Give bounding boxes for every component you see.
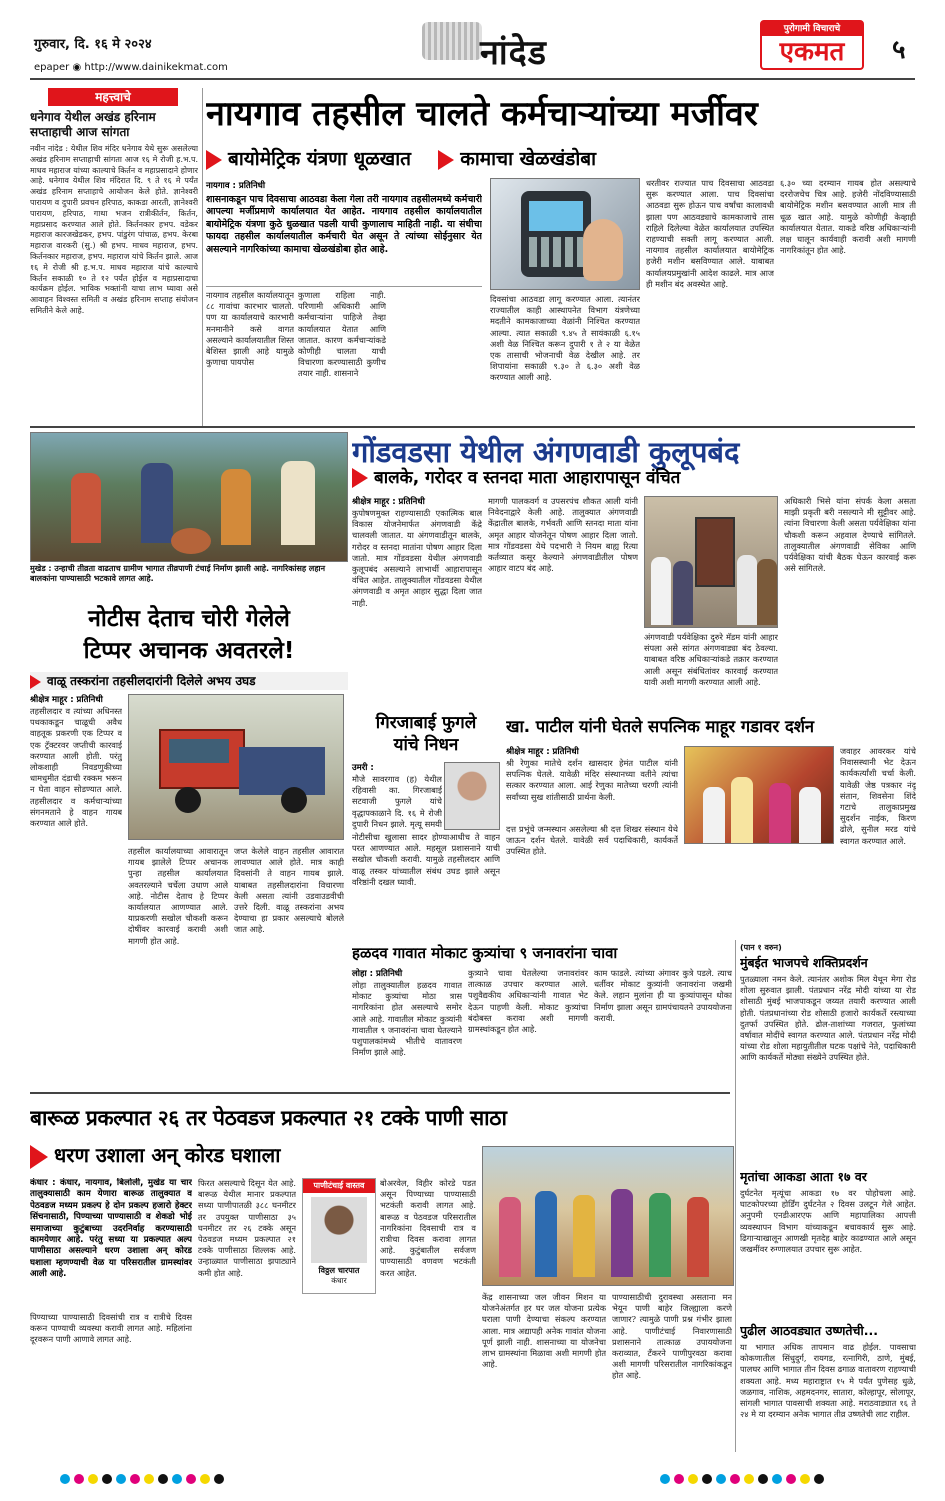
- arrow-icon: [352, 468, 368, 488]
- registration-dot: [744, 1474, 754, 1484]
- brief-body: नवीन नांदेड : येथील शिव मंदिर धनेगाव येथे सुरू असलेल्या अखंड हरिनाम सप्ताहाची सांगता आज १६ मे रोजी ह.भ.प. माधव महाराज यांच्या काल्याचे किर्तन व महाप्रसादाने होणार आहे. धनेगाव येथील शिव मंदिरात दि. ९ ते १६ मे पर्यंत अखंड हरिनाम सप्ताहाचे आयोजन केले होते. ज्ञानेश्वरी पारायण व दुपारी प्रवचन हरिपाठ, काकडा आरती, ज्ञानेश्वरी पारायण, हरिपाठ, गाथा भजन रात्रीकीर्तन, किर्तन, महाप्रसाद करण्यात आले होते. किर्तनकार हभप. वडेकर महाराज कारजखेडकर, हभप. पांडुरंग पांचाळ, हभप. केरबा महाराज वारकरी (सु.) श्री हभप. माधव महाराज, हभप. किर्तनकार महाराज, हभप. महाराज यांचे किर्तन झाले. आज १६ मे रोजी श्री ह.भ.प. माधव महाराज यांचे काल्याचे किर्तन सकाळी १० ते १२ पर्यंत होईल व महाप्रसादाचा कार्यक्रम होईल. भाविक भक्तांनी याचा लाभ घ्यावा असे आवाहन विश्वस्त समिती व अखंड हरिनाम सप्ताह संयोजन समितीने केले आहे.: [30, 144, 198, 315]
- registration-dot: [758, 1474, 768, 1484]
- registration-dot: [186, 1474, 196, 1484]
- obituary-portrait: [444, 762, 500, 830]
- dam-sub: धरण उशाला अन् कोरड घशाला: [54, 1143, 281, 1167]
- naigaon-subheads: [206, 146, 596, 172]
- tipper-col2: तहसील कार्यालयाच्या आवारातून गायब झालेले टिप्पर अचानक पुन्हा तहसील कार्यालयात अवतरल्याने चर्चेला उधाण आले आहे. नोटीस देताच हे टिप्पर कार्यालयात आणण्यात आले. याप्रकरणी सखोल चौकशी करून दोषींवर कारवाई करावी अशी मागणी होत आहे.: [128, 846, 228, 946]
- tipper-col3: जप्त केलेले वाहन तहसील आवारात लावण्यात आले होते. मात्र काही दिवसांनी ते वाहन गायब झाले. याबाबत तहसीलदारांना विचारणा केली असता त्यांनी उडवाउडवीची उत्तरे दिली. वाळू तस्करांना अभय देण्याचा हा प्रकार असल्याचे बोलले जात आहे.: [234, 846, 344, 935]
- naigaon-col5: ६.३० च्या दरम्यान गायब होत असल्याचे दररोजचेच चित्र आहे. हजेरी नोंदविण्यासाठी बायोमेट्रिक मशीन बसवण्यात आली मात्र ती धूळ खात आहे. यामुळे कोणीही केव्हाही कार्यालयात येतात. याकडे वरिष्ठ अधिकाऱ्यांनी लक्ष घालून कार्यवाही करावी अशी मागणी नागरिकांतून होत आहे.: [780, 178, 916, 256]
- naigaon-headline: नायगाव तहसील चालते कर्मचाऱ्यांच्या मर्जीवर: [206, 94, 758, 134]
- dogs-col1: लोहा तालुक्यातील हळदव गावात मोकाट कुत्र्यांचा मोठा त्रास नागरिकांना होत असल्याचे समोर आले आहे. गावातील मोकाट कुत्र्यांनी गावातील ९ जनावरांना चावा घेतल्याने पशुपालकांमध्ये भीतीचे वातावरण निर्माण झाले आहे.: [352, 980, 462, 1058]
- heat-body: दुर्घटनेत मृत्यूंचा आकडा १७ वर पोहोचला आहे. घाटकोपरच्या होर्डिंग दुर्घटनेत २ दिवस उलटून गेले आहेत. अनुपमी एनडीआरएफ आणि महापालिका आपत्ती व्यवस्थापन विभाग यांच्याकडून बचावकार्य सुरू आहे. ढिगाऱ्याखालून आणखी मृतदेह बाहेर काढण्यात आले असून जखमींवर रुग्णालयात उपचार सुरू आहेत.: [740, 1188, 916, 1255]
- obituary-headline-1: गिरजाबाई फुगले: [375, 713, 477, 733]
- anganwadi-headline: गोंडवडसा येथील अंगणवाडी कुलूपबंद: [352, 435, 740, 469]
- water-queue-photo: [482, 1146, 734, 1286]
- mahur-darshan-photo: [684, 746, 834, 844]
- biometric-machine-photo: [490, 178, 640, 290]
- divider: [735, 940, 736, 1452]
- epaper-url[interactable]: http://www.dainikekmat.com: [84, 62, 228, 73]
- tipper-sub: वाळू तस्करांना तहसीलदारांनी दिलेले अभय उघड: [47, 674, 256, 688]
- brief-title: धनेगाव येथील अखंड हरिनाम सप्ताहाची आज सांगता: [30, 110, 156, 139]
- naigaon-sub1: बायोमेट्रिक यंत्रणा धूळखात: [228, 148, 411, 170]
- arrow-icon: [30, 675, 41, 689]
- registration-dot: [158, 1474, 168, 1484]
- mahur-byline: श्रीक्षेत्र माहूर : प्रतिनिधी: [506, 747, 579, 757]
- anganwadi-byline: श्रीक्षेत्र माहूर : प्रतिनिधी: [352, 497, 425, 507]
- registration-marks: [660, 1474, 824, 1484]
- water-scarcity-photo: [30, 432, 348, 562]
- mahur-col3: जवाहर आवरकर यांचे निवासस्थानी भेट देऊन कार्यकर्त्यांशी चर्चा केली. यावेळी जेष्ठ पत्रकार नंदू संतान, शिवसेना शिंदे गटाचे तालुकाप्रमुख सुदर्शन नाईक, किरण ढोले, सुनील मरड यांचे स्वागत करण्यात आले.: [840, 746, 916, 846]
- epaper-row: [34, 62, 228, 73]
- dogs-headline: हळदव गावात मोकाट कुत्र्यांचा ९ जनावरांना चावा: [352, 944, 618, 962]
- brand-name: एकमत: [779, 37, 845, 67]
- dogs-byline: लोहा : प्रतिनिधी: [352, 969, 403, 979]
- dam-col5: पाण्यासाठीची दुरावस्था असताना मन भेयून पाणी बाहेर जिल्ह्याला करणे जाणार? त्यामुळे पाणी प्रश्न गंभीर झाला आहे. पाणीटंचाई निवारणासाठी प्रशासनाने तात्काळ उपाययोजना कराव्यात, टँकरने पाणीपुरवठा करावा अशी मागणी परिसरातील नागरिकांकडून होत आहे.: [612, 1292, 732, 1381]
- rain-body: या भागात अधिक तापमान वाढ होईल. पावसाचा कोकणातील सिंधुदुर्ग, रायगड, रत्नागिरी, ठाणे, मुंबई, पालघर आणि भागात तीन दिवस ढगाळ वातावरण राहण्याची शक्यता आहे. मध्य महाराष्ट्रात १५ मे पर्यंत पुणेसह धुळे, जळगाव, नाशिक, अहमदनगर, सातारा, कोल्हापूर, सोलापूर, सांगली भागात पावसाची शक्यता आहे. मराठवाड्यात १६ ते २४ मे या दरम्यान अनेक भागात तीव्र उष्णतेची लाट राहील.: [740, 1342, 916, 1420]
- registration-dot: [688, 1474, 698, 1484]
- obituary-byline: उमरी :: [352, 763, 374, 773]
- registration-dot: [772, 1474, 782, 1484]
- naigaon-col2: कुणाला राहिला नाही. परिणामी अधिकारी आणि कर्मचाऱ्यांना पाहिजे तेव्हा कार्यालयात येतात आणि जातात. कारण कर्मचाऱ्यांकडे कोणीही चालता याची विचारणा करण्यासाठी कुणीच तयार नाही. शासनाने: [298, 290, 386, 379]
- registration-dot: [814, 1474, 824, 1484]
- tipper-sub-row: [30, 672, 348, 690]
- registration-dot: [214, 1474, 224, 1484]
- dam-headline: बारूळ प्रकल्पात २६ तर पेठवडज प्रकल्पात २१ टक्के पाणी साठा: [30, 1106, 507, 1130]
- masthead-rule: [30, 78, 915, 80]
- tipper-col4: नोटीसीचा खुलासा सादर होण्याआधीच ते वाहन परत आणण्यात आले. महसूल प्रशासनाने याची सखोल चौकशी करावी. यामुळे तहसीलदार आणि वाळू तस्कर यांच्यातील संबंध उघड झाले असून वरिष्ठांनी दखल घ्यावी.: [352, 832, 500, 887]
- registration-dot: [200, 1474, 210, 1484]
- epaper-label: epaper: [34, 62, 70, 73]
- dogs-col2: कुत्र्याने चावा घेतलेल्या जनावरांवर तात्काळ उपचार करण्यात आले. पशुवैद्यकीय अधिकाऱ्यांनी गावात भेट देऊन पाहणी केली. मोकाट कुत्र्यांचा बंदोबस्त करावा अशी मागणी ग्रामस्थांकडून होत आहे.: [468, 968, 588, 1035]
- rain-headline: पुढील आठवड्यात उष्णतेची...: [740, 1323, 878, 1338]
- registration-dot: [116, 1474, 126, 1484]
- registration-dot: [144, 1474, 154, 1484]
- dam-col3: बोअरवेल, विहीर कोरडे पडत असून पिण्याच्या पाण्यासाठी भटकंती करावी लागत आहे. बारूळ व पेठवडज परिसरातील नागरिकांना दिवसाची रात्र व रात्रीचा दिवस करावा लागत आहे. कुटुंबातील सर्वजण पाण्यासाठी वणवण भटकंती करत आहेत.: [380, 1178, 476, 1278]
- arrow-icon: [30, 1145, 48, 1169]
- dam-col4: केंद्र शासनाच्या जल जीवन मिशन या योजनेअंतर्गत हर घर जल योजना प्रत्येक घराला पाणी देण्याचा संकल्प करण्यात आला. मात्र अद्यापही अनेक गावांत योजना पूर्ण झाली नाही. शासनाच्या या योजनेचा लाभ ग्रामस्थांना मिळावा अशी मागणी होत आहे.: [482, 1292, 606, 1370]
- naigaon-sub2: कामाचा खेळखंडोबा: [460, 148, 597, 170]
- bjp-body: पुतळ्याला नमन केले. त्यानंतर अशोक मिल येथून मेगा रोड शोला सुरुवात झाली. पंतप्रधान नरेंद्र मोदी यांच्या या रोड शोसाठी मुंबई भाजपाकडून जय्यत तयारी करण्यात आली होती. पंतप्रधानांच्या रोड शोसाठी हजारो कार्यकर्ते रस्त्याच्या दुतर्फा उपस्थित होते. ढोल-ताशांच्या गजरात, फुलांच्या वर्षावात मोदींचे स्वागत करण्यात आले. पंतप्रधान नरेंद्र मोदी यांच्या रोड शोला महायुतीतील घटक पक्षांचे नेते, पदाधिकारी आणि कार्यकर्ते मोठ्या संख्येने उपस्थित होते.: [740, 974, 916, 1063]
- divider: [202, 88, 203, 428]
- registration-dot: [730, 1474, 740, 1484]
- city-name: नांदेड: [480, 33, 547, 73]
- anganwadi-col3: अंगणवाडी पर्यवेक्षिका दुरुरे मॅडम यांनी आहार संपला असे सांगत अंगणवाड्या बंद ठेवल्या. याबाबत वरिष्ठ अधिकाऱ्यांकडे तक्रार करण्यात आली असून संबंधितांवर कारवाई करण्यात यावी अशी मागणी करण्यात आली आहे.: [644, 632, 778, 687]
- anganwadi-protest-photo: [644, 496, 778, 628]
- dam-col1: पिण्याच्या पाण्यासाठी दिवसांची रात्र व रात्रीचे दिवस करून पाण्याची व्यवस्था करावी लागत आहे. महिलांना दूरवरून पाणी आणावे लागत आहे.: [30, 1312, 192, 1345]
- registration-marks: [60, 1474, 224, 1484]
- mahur-col2: दत्त प्रभूंचे जन्मस्थान असलेल्या श्री दत्त शिखर संस्थान येथे जाऊन दर्शन घेतले. यावेळी सर्व पदाधिकारी, कार्यकर्ते उपस्थित होते.: [506, 824, 678, 857]
- tipper-truck-photo: [128, 694, 344, 840]
- section-rule: [30, 1092, 730, 1094]
- registration-dot: [102, 1474, 112, 1484]
- dam-col2: फिरत असल्याचे दिसून येत आहे. बारूळ येथील मानार प्रकल्पात सध्या पाणीपातळी ३८८ घनमीटर तर उपयुक्त पाणीसाठा ३५ घनमीटर तर २६ टक्के असून पेठवडज मध्यम प्रकल्पात २१ टक्के पाणीसाठा शिल्लक आहे. उन्हाळ्यात पाणीसाठा झपाट्याने कमी होत आहे.: [198, 1178, 296, 1278]
- columnist-place: कंधार: [331, 1276, 347, 1285]
- registration-dot: [88, 1474, 98, 1484]
- naigaon-col4: धरतीवर राज्यात पाच दिवसाचा आठवडा सुरू करण्यात आला. पाच दिवसांचा आठवडा सुरू होऊन पाच वर्षांचा कालावधी झाला पण आठवड्याचे कामकाजाचे तास राहिले दिलेल्या वेळेत कार्यालयात उपस्थित राहण्याची सक्ती लागू करण्यात आली. नायगाव तहसील कार्यालयात बायोमेट्रिक हजेरी मशीन बसविण्यात आले. याबाबत कार्यालयप्रमुखांनी आदेश काढले. मात्र आज ही मशीन बंद अवस्थेत आहे.: [646, 178, 774, 289]
- naigaon-lede: शासनाकडून पाच दिवसाचा आठवडा केला गेला तरी नायगाव तहसीलमध्ये कर्मचारी आपल्या मर्जीप्रमाणे कार्यालयात येत आहेत. नायगाव तहसील कार्यालयातील बायोमेट्रिक यंत्रणा कुठे धुळखात पडली याची कुणालाच माहिती नाही. या संधीचा फायदा तहसील कार्यालयातील कर्मचारी घेत असून ते त्यांच्या सोईनुसार येत असल्याने नागरिकांच्या कामाचा खेळखंडोबा होत आहे.: [206, 194, 482, 255]
- brief-box: [30, 88, 198, 428]
- dam-sub-row: [30, 1140, 280, 1170]
- brand-logo: [760, 20, 864, 70]
- section-rule: [30, 426, 915, 428]
- tipper-byline: श्रीक्षेत्र माहूर : प्रतिनिधी: [30, 695, 103, 705]
- registration-dot: [674, 1474, 684, 1484]
- registration-dot: [786, 1474, 796, 1484]
- divider: [206, 286, 482, 287]
- anganwadi-sub: बालके, गरोदर व स्तनदा माता आहारापासून वंचित: [374, 468, 681, 488]
- brand-tagline: पुरोगामी विचाराचे: [762, 22, 862, 36]
- registration-dot: [660, 1474, 670, 1484]
- district-emblem-icon: [422, 22, 482, 60]
- tipper-col1: तहसीलदार व त्यांच्या अधिनस्त पथकाकडून चाळूची अवैध वाहतूक प्रकरणी एक टिप्पर व एक ट्रॅक्टरवर जप्तीची कारवाई करण्यात आली होती. परंतु लोकशाही निवडणुकीच्या धामधुमीत दंडाची रक्कम भरून न घेता वाहन सोडण्यात आले. तहसीलदार व कर्मचाऱ्यांच्या संगनमताने हे वाहन गायब करण्यात आले होते.: [30, 706, 122, 829]
- registration-dot: [800, 1474, 810, 1484]
- anganwadi-col1: कुपोषणमुक्त राहण्यासाठी एकात्मिक बाल विकास योजनेमार्फत अंगणवाडी केंद्रे चालवली जातात. या अंगणवाडीतून बालके, गरोदर व स्तनदा मातांना पोषण आहार दिला जातो. मात्र गोंडवडसा येथील अंगणवाडी कुलूपबंद असल्याने लाभार्थी आहारापासून वंचित आहेत. तालुक्यातील गोंडवडसा येथील अंगणवाडी व अमृत आहार सुद्धा दिला जात नाही.: [352, 508, 482, 608]
- obituary-headline-2: यांचे निधन: [393, 735, 459, 755]
- columnist-photo: [311, 1197, 367, 1263]
- columnist-box: [302, 1178, 376, 1294]
- naigaon-col3: दिवसांचा आठवडा लागू करण्यात आला. त्यानंतर राज्यातील काही आस्थापनेत विभाग यंत्रणेच्या मदतीने कामकाजाच्या वेळांनी निश्चित करण्यात आल्या. त्यात सकाळी ९.४५ ते सायंकाळी ६.१५ अशी वेळ निश्चित करून दुपारी १ ते २ या वेळेत एक तासाची भोजनाची वेळ देखील आहे. तर शिपायांना सकाळी ९.३० ते ६.३० अशी वेळ करण्यात आली आहे.: [490, 294, 640, 383]
- mahur-col1: श्री रेणुका मातेचे दर्शन खासदार हेमंत पाटील यांनी सपत्निक घेतले. यावेळी मंदिर संस्थानच्या वतीने त्यांचा सत्कार करण्यात आला. आई रेणुका मातेच्या चरणी त्यांनी सर्वांच्या सुख शांतीसाठी प्रार्थना केली.: [506, 758, 678, 802]
- naigaon-col1: नायगाव तहसील कार्यालयातून ८८ गावांचा कारभार चालतो. पण या कार्यालयाचे कारभारी मनमानीने कसे वागत असल्याने कार्यालयातील शिस्त बेशिस्त झाली आहे यामुळे कुणाचा पायपोस: [206, 290, 294, 368]
- section-label: महत्त्वाचे: [48, 88, 178, 106]
- tipper-headline-1: नोटीस देताच चोरी गेलेले: [88, 606, 290, 632]
- tipper-headline-2: टिप्पर अचानक अवतरले!: [83, 638, 295, 664]
- masthead: [0, 0, 945, 84]
- dogs-col3: काम फाडले. त्यांच्या अंगावर कुत्रे पडले. त्याच धर्तीवर मोकाट कुत्र्यांनी जनावरांना जखमी केले. लहान मुलांना ही या कुत्र्यांपासून धोका निर्माण झाला असून ग्रामपंचायतने उपाययोजना करावी.: [594, 968, 732, 1023]
- registration-dot: [702, 1474, 712, 1484]
- naigaon-byline: नायगाव : प्रतिनिधी: [206, 181, 266, 191]
- bjp-cont-label: (पान १ वरुन): [740, 943, 782, 952]
- columnist-name: विठ्ठल चारपात: [318, 1266, 360, 1275]
- obituary-body: मौजे सावरगाव (ह) येथील रहिवासी का. गिरजाबाई सटवाजी फुगले यांचे वृद्धापकाळाने दि. १६ मे रोजी दुपारी निधन झाले. मृत्यू समयी: [352, 774, 442, 829]
- arrow-icon: [206, 150, 222, 170]
- heat-headline: मृतांचा आकडा आता १७ वर: [740, 1169, 867, 1184]
- anganwadi-col4: अधिकारी भिसे यांना संपर्क केला असता माझी प्रकृती बरी नसल्याने मी सुट्टीवर आहे. त्यांना विचारणा केली असता पर्यवेक्षिका यांना चौकशी करून अहवाल देण्याचे सांगितले. तालुक्यातील अंगणवाडी सेविका आणि पर्यवेक्षिका यांची बैठक घेऊन कारवाई करू असे सांगितले.: [784, 496, 916, 574]
- dam-lede: कंधार : कंधार, नायगाव, बिलोली, मुखेड या चार तालुक्यासाठी काम येणारा बारूळ तालुक्यात व पेठवडज मध्यम प्रकल्प हे दोन प्रकल्प हजारो हेक्टर सिंचनासाठी, पिण्याच्या पाण्यासाठी व शेकडो भोई समाजाच्या कुटुंबाच्या उदरनिर्वाह करण्यासाठी कामयेणार आहे. परंतु सध्या या प्रकल्पात अल्प पाणीसाठा असल्याने धरण उशाला अन् कोरड घशाला म्हणण्याची वेळ या परिसरातील ग्रामस्थांवर आली आहे.: [30, 1178, 192, 1280]
- registration-dot: [172, 1474, 182, 1484]
- water-photo-caption: मुखेड : उन्हाची तीव्रता वाढताच ग्रामीण भागात तीव्रपाणी टंचाई निर्माण झाली आहे. नागरिकांसह लहान बालकांना पाण्यासाठी भटकावे लागत आहे.: [30, 564, 326, 583]
- globe-icon: ◉: [72, 62, 82, 73]
- anganwadi-col2: मागणी पालकवर्ग व उपसरपंच शौकत आली यांनी निवेदनाद्वारे केली आहे. तालुक्यात अंगणवाडी केंद्रातील बालके, गर्भवती आणि स्तनदा माता यांना अमृत आहार योजनेतून पोषण आहार दिला जातो. मात्र गोंडवडसा येथे पदभारी ने नियम बाह्य रित्या कर्तव्यात कसूर केल्याने अंगणवाडीतील पोषण आहार वाटप बंद आहे.: [488, 496, 638, 574]
- registration-dot: [716, 1474, 726, 1484]
- anganwadi-sub-row: [352, 466, 680, 490]
- registration-dot: [130, 1474, 140, 1484]
- date-line: गुरुवार, दि. १६ मे २०२४: [34, 37, 152, 52]
- bjp-headline: मुंबईत भाजपचे शक्तिप्रदर्शन: [740, 955, 868, 970]
- columnist-label: पाणीटंचाई वास्तव: [303, 1179, 375, 1193]
- registration-dot: [60, 1474, 70, 1484]
- registration-dot: [74, 1474, 84, 1484]
- mahur-headline: खा. पाटील यांनी घेतले सपत्निक माहूर गडावर दर्शन: [506, 717, 815, 736]
- arrow-icon: [438, 150, 454, 170]
- page-number: ५: [892, 35, 906, 65]
